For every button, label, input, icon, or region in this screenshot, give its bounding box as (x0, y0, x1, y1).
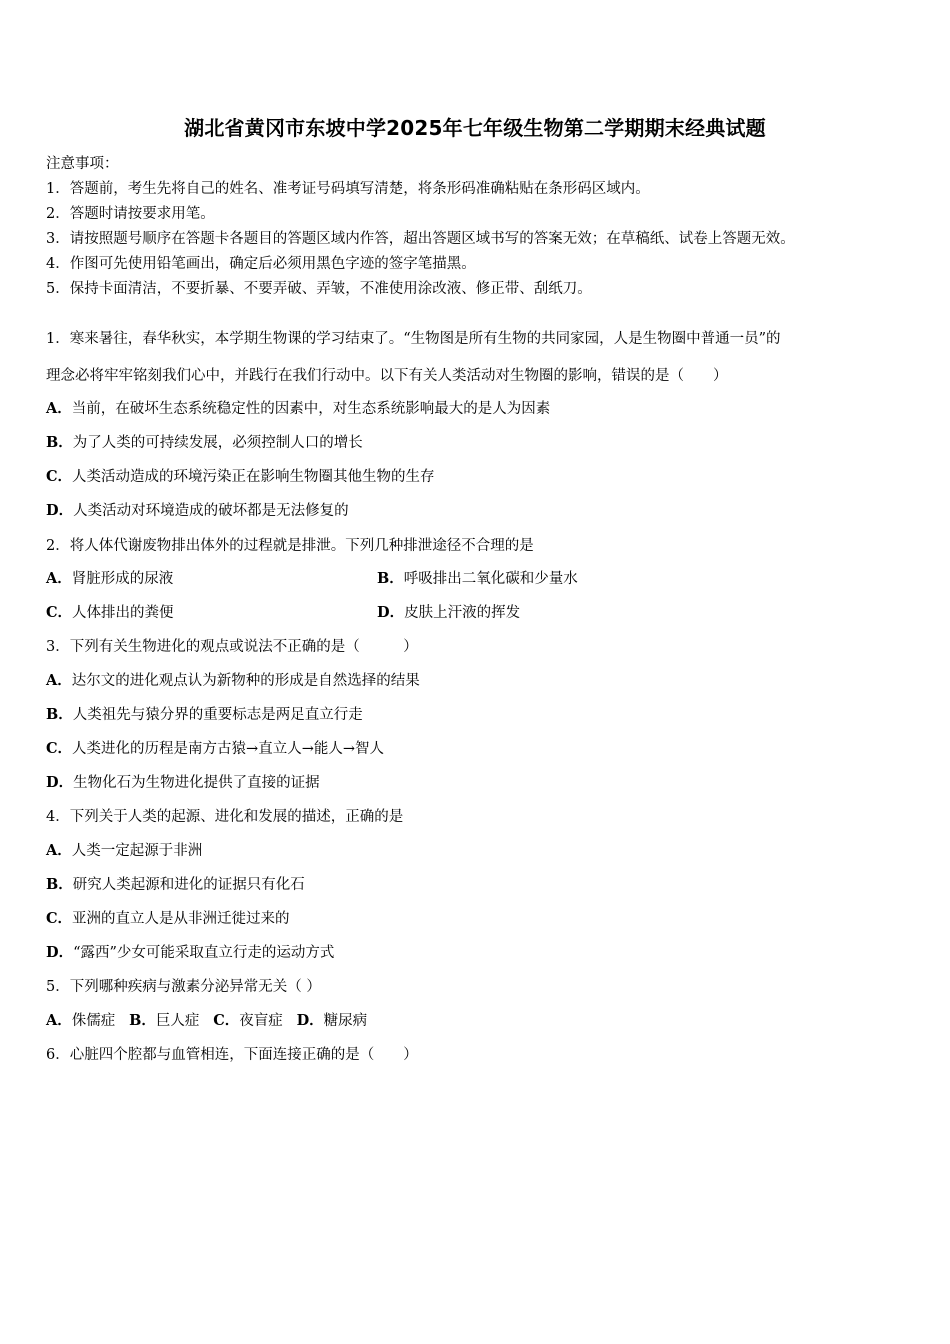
notice-item: 3．请按照题号顺序在答题卡各题目的答题区域内作答，超出答题区域书写的答案无效；在草稿纸、试卷上答题无效。 (46, 231, 795, 247)
question-1-stem-line-2: 理念必将牢牢铭刻我们心中，并践行在我们行动中。以下有关人类活动对生物圈的影响，错误的是（ ） (46, 368, 728, 384)
question-3-option-d: D．生物化石为生物进化提供了直接的证据 (46, 774, 320, 791)
question-3-option-c: C．人类进化的历程是南方古猿→直立人→能人→智人 (46, 740, 384, 757)
question-3-option-a: A．达尔文的进化观点认为新物种的形成是自然选择的结果 (46, 672, 420, 689)
question-5-options (46, 1009, 367, 1030)
question-2-stem: 2．将人体代谢废物排出体外的过程就是排泄。下列几种排泄途径不合理的是 (46, 538, 534, 554)
question-5-option-b: B．巨人症 (129, 1012, 200, 1029)
question-6-stem: 6．心脏四个腔都与血管相连，下面连接正确的是（ ） (46, 1047, 418, 1063)
question-5-option-a: A．侏儒症 (46, 1012, 116, 1029)
question-1-option-b: B．为了人类的可持续发展，必须控制人口的增长 (46, 434, 363, 451)
question-4-option-d: D．“露西”少女可能采取直立行走的运动方式 (46, 944, 335, 961)
question-2-option-d: D．皮肤上汗液的挥发 (377, 604, 521, 621)
notice-heading: 注意事项： (46, 156, 119, 172)
question-5-option-d: D．糖尿病 (296, 1012, 368, 1029)
question-1-option-d: D．人类活动对环境造成的破坏都是无法修复的 (46, 502, 349, 519)
question-5-stem: 5．下列哪种疾病与激素分泌异常无关（ ） (46, 979, 321, 995)
question-1-stem-line-1: 1．寒来暑往，春华秋实，本学期生物课的学习结束了。“生物图是所有生物的共同家园，人是生物圈中普通一员”的 (46, 331, 781, 347)
notice-item: 1．答题前，考生先将自己的姓名、准考证号码填写清楚，将条形码准确粘贴在条形码区域内。 (46, 181, 650, 197)
question-2-option-c: C．人体排出的粪便 (46, 604, 174, 621)
question-2-option-b: B．呼吸排出二氧化碳和少量水 (377, 570, 578, 587)
question-4-stem: 4．下列关于人类的起源、进化和发展的描述，正确的是 (46, 809, 404, 825)
question-3-stem: 3．下列有关生物进化的观点或说法不正确的是（ ） (46, 639, 418, 655)
question-5-option-c: C．夜盲症 (213, 1012, 283, 1029)
question-3-option-b: B．人类祖先与猿分界的重要标志是两足直立行走 (46, 706, 363, 723)
question-4-option-b: B．研究人类起源和进化的证据只有化石 (46, 876, 305, 893)
notice-item: 5．保持卡面清洁，不要折暴、不要弄破、弄皱，不准使用涂改液、修正带、刮纸刀。 (46, 281, 592, 297)
notice-item: 2．答题时请按要求用笔。 (46, 206, 215, 222)
question-4-option-a: A．人类一定起源于非洲 (46, 842, 203, 859)
notice-item: 4．作图可先使用铅笔画出，确定后必须用黑色字迹的签字笔描黑。 (46, 256, 476, 272)
question-1-option-c: C．人类活动造成的环境污染正在影响生物圈其他生物的生存 (46, 468, 435, 485)
question-4-option-c: C．亚洲的直立人是从非洲迁徙过来的 (46, 910, 290, 927)
question-1-option-a: A．当前，在破坏生态系统稳定性的因素中，对生态系统影响最大的是人为因素 (46, 400, 551, 417)
question-2-option-a: A．肾脏形成的尿液 (46, 570, 174, 587)
page-title: 湖北省黄冈市东坡中学2025年七年级生物第二学期期末经典试题 (184, 116, 766, 140)
